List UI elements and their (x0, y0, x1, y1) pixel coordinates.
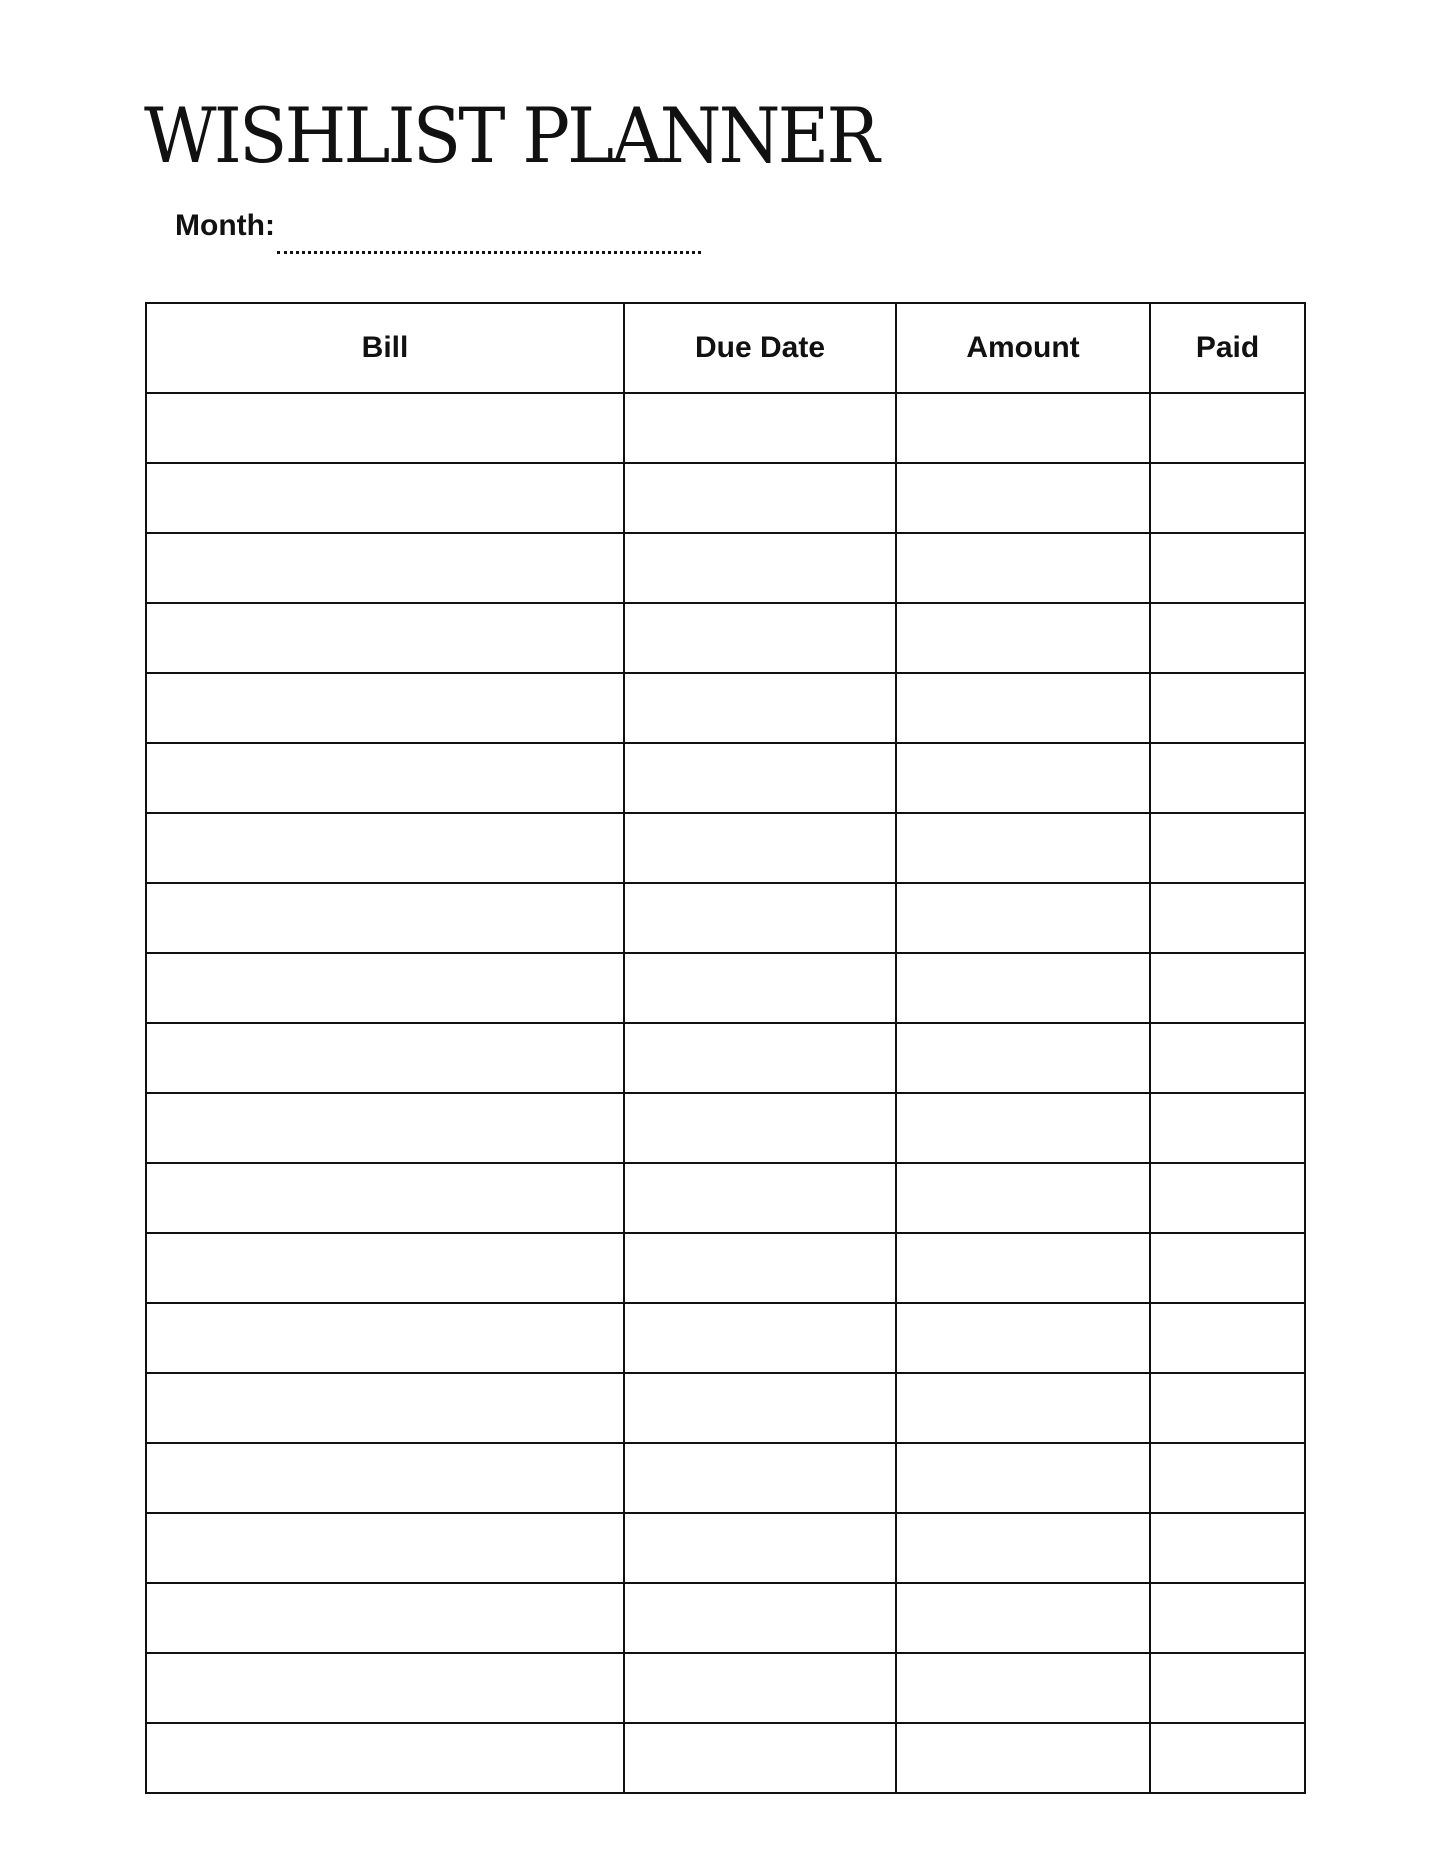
bill-cell[interactable] (146, 1513, 624, 1583)
paid-cell[interactable] (1150, 1513, 1305, 1583)
due-date-cell[interactable] (624, 1023, 896, 1093)
bill-cell[interactable] (146, 603, 624, 673)
paid-cell[interactable] (1150, 1093, 1305, 1163)
due-date-cell[interactable] (624, 813, 896, 883)
paid-cell[interactable] (1150, 393, 1305, 463)
page-title: WISHLIST PLANNER (144, 91, 877, 180)
due-date-cell[interactable] (624, 883, 896, 953)
table-header-row (146, 303, 1305, 393)
due-date-cell[interactable] (624, 1373, 896, 1443)
amount-cell[interactable] (896, 603, 1150, 673)
table-row (146, 953, 1305, 1023)
bill-cell[interactable] (146, 1303, 624, 1373)
paid-cell[interactable] (1150, 1233, 1305, 1303)
due-date-cell[interactable] (624, 533, 896, 603)
amount-cell[interactable] (896, 883, 1150, 953)
amount-cell[interactable] (896, 953, 1150, 1023)
due-date-cell[interactable] (624, 1233, 896, 1303)
due-date-cell[interactable] (624, 1513, 896, 1583)
table-row (146, 1023, 1305, 1093)
month-row (175, 211, 701, 254)
bill-cell[interactable] (146, 393, 624, 463)
due-date-cell[interactable] (624, 1163, 896, 1233)
due-date-cell[interactable] (624, 1443, 896, 1513)
bill-cell[interactable] (146, 1093, 624, 1163)
bill-cell[interactable] (146, 673, 624, 743)
due-date-cell[interactable] (624, 463, 896, 533)
paid-cell[interactable] (1150, 1653, 1305, 1723)
paid-cell[interactable] (1150, 1163, 1305, 1233)
paid-cell[interactable] (1150, 883, 1305, 953)
table-row (146, 673, 1305, 743)
paid-cell[interactable] (1150, 1373, 1305, 1443)
amount-cell[interactable] (896, 1513, 1150, 1583)
table-row (146, 1583, 1305, 1653)
paid-cell[interactable] (1150, 1583, 1305, 1653)
amount-cell[interactable] (896, 1023, 1150, 1093)
paid-cell[interactable] (1150, 1443, 1305, 1513)
due-date-cell[interactable] (624, 1723, 896, 1793)
due-date-cell[interactable] (624, 1093, 896, 1163)
due-date-cell[interactable] (624, 743, 896, 813)
bill-cell[interactable] (146, 1583, 624, 1653)
column-header-paid: Paid (1150, 303, 1305, 393)
bill-cell[interactable] (146, 1443, 624, 1513)
table-row (146, 603, 1305, 673)
amount-cell[interactable] (896, 1093, 1150, 1163)
due-date-cell[interactable] (624, 1583, 896, 1653)
amount-cell[interactable] (896, 1583, 1150, 1653)
paid-cell[interactable] (1150, 673, 1305, 743)
amount-cell[interactable] (896, 1163, 1150, 1233)
bill-table (145, 302, 1306, 1794)
amount-cell[interactable] (896, 1233, 1150, 1303)
bill-cell[interactable] (146, 953, 624, 1023)
due-date-cell[interactable] (624, 393, 896, 463)
amount-cell[interactable] (896, 1653, 1150, 1723)
amount-cell[interactable] (896, 533, 1150, 603)
bill-cell[interactable] (146, 743, 624, 813)
amount-cell[interactable] (896, 1443, 1150, 1513)
bill-cell[interactable] (146, 813, 624, 883)
bill-cell[interactable] (146, 1023, 624, 1093)
bill-cell[interactable] (146, 1373, 624, 1443)
table-row (146, 1303, 1305, 1373)
table-row (146, 813, 1305, 883)
paid-cell[interactable] (1150, 743, 1305, 813)
paid-cell[interactable] (1150, 953, 1305, 1023)
paid-cell[interactable] (1150, 1723, 1305, 1793)
bill-cell[interactable] (146, 1653, 624, 1723)
table-row (146, 743, 1305, 813)
table-row (146, 1233, 1305, 1303)
table-row (146, 1723, 1305, 1793)
paid-cell[interactable] (1150, 813, 1305, 883)
table-row (146, 1093, 1305, 1163)
bill-cell[interactable] (146, 883, 624, 953)
amount-cell[interactable] (896, 1373, 1150, 1443)
bill-cell[interactable] (146, 533, 624, 603)
bill-cell[interactable] (146, 463, 624, 533)
table-body (146, 393, 1305, 1793)
column-header-bill: Bill (146, 303, 624, 393)
table-row (146, 1443, 1305, 1513)
paid-cell[interactable] (1150, 463, 1305, 533)
paid-cell[interactable] (1150, 1023, 1305, 1093)
amount-cell[interactable] (896, 463, 1150, 533)
amount-cell[interactable] (896, 743, 1150, 813)
table-row (146, 393, 1305, 463)
due-date-cell[interactable] (624, 953, 896, 1023)
table-row (146, 883, 1305, 953)
amount-cell[interactable] (896, 673, 1150, 743)
bill-cell[interactable] (146, 1163, 624, 1233)
table-row (146, 1163, 1305, 1233)
table-row (146, 1373, 1305, 1443)
due-date-cell[interactable] (624, 1653, 896, 1723)
bill-cell[interactable] (146, 1233, 624, 1303)
month-field[interactable] (277, 211, 701, 254)
column-header-amount: Amount (896, 303, 1150, 393)
amount-cell[interactable] (896, 393, 1150, 463)
due-date-cell[interactable] (624, 1303, 896, 1373)
due-date-cell[interactable] (624, 673, 896, 743)
amount-cell[interactable] (896, 1303, 1150, 1373)
table-row (146, 533, 1305, 603)
table-row (146, 1653, 1305, 1723)
amount-cell[interactable] (896, 1723, 1150, 1793)
table-row (146, 463, 1305, 533)
due-date-cell[interactable] (624, 603, 896, 673)
paid-cell[interactable] (1150, 1303, 1305, 1373)
column-header-due-date: Due Date (624, 303, 896, 393)
bill-cell[interactable] (146, 1723, 624, 1793)
paid-cell[interactable] (1150, 533, 1305, 603)
paid-cell[interactable] (1150, 603, 1305, 673)
month-label: Month: (175, 209, 275, 242)
amount-cell[interactable] (896, 813, 1150, 883)
table-row (146, 1513, 1305, 1583)
